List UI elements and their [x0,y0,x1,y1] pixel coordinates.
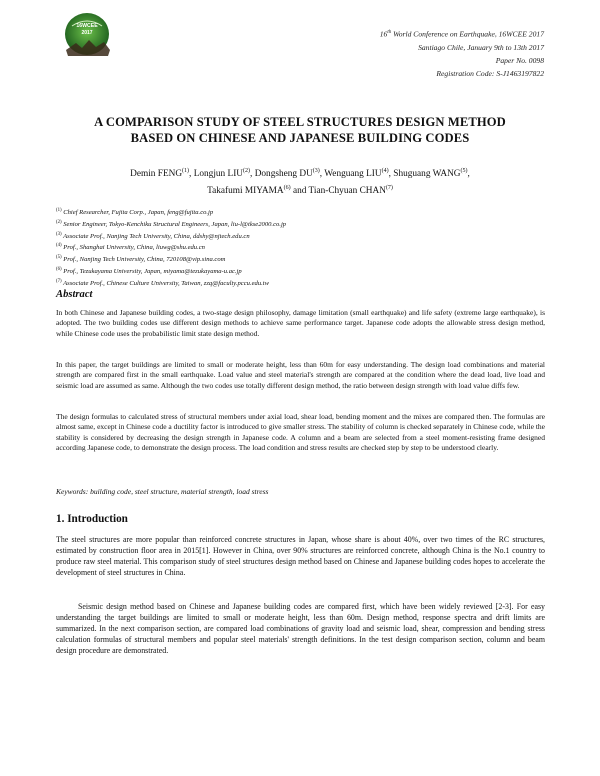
affiliation: $^{(7)}$ Associate Prof., Chinese Culture University, Taiwan, zzq@faculty.pccu.edu.tw [56,278,270,287]
affiliation: $^{(2)}$ Senior Engineer, Tokyo-Kenchiku Structural Engineers, Japan, liu-l@tkse2000.co.jp [56,219,287,228]
author-list [60,164,540,198]
section-heading-introduction: 1. Introduction [56,513,128,525]
author: Tian-Chyuan CHAN$^{(7)}$ [308,185,393,197]
conference-location: Santiago Chile, January 9th to 13th 2017 [418,42,544,52]
author: Takafumi MIYAMA$^{(6)}$ and [207,185,309,197]
title-line-1: A COMPARISON STUDY OF STEEL STRUCTURES DESIGN METHOD [94,115,506,129]
conference-name: 16th World Conference on Earthquake, 16WCEE 2017 [379,29,544,39]
affiliation: $^{(5)}$ Prof., Nanjing Tech University, China, 720108@vip.sina.com [56,255,226,264]
paper-title [40,114,560,146]
registration-code: Registration Code: S-J1463197822 [436,69,544,79]
author: Wenguang LIU$^{(4)}$, [324,168,394,180]
abstract-paragraph-2: In this paper, the target buildings are limited to small or moderate height, less than 60m for easy understanding. The design load combinations and material strength are compared first in the small earthquake. Load value and steel material's strength are compared at the condition where the dead load, live load and seismic load are assumed as same. Although the two codes use totally different design method, the ratio between design strength with load value diffs few. [56,360,545,390]
intro-paragraph-2: Seismic design method based on Chinese and Japanese building codes are compared first, which have been widely reviewed [2-3]. For easy understanding the target buildings are limited to small or moderate height, less than 60m. Design method, response spectra and drift limits are summarized. In the next comparison section, are compared load combinations of gravity load and seismic load, shear, compression and bending stress calculation formulas of structural members and popular steel materials' strength definitions. In the test design comparison section, column and beam design procedure are demonstrated. [56,602,545,656]
keywords: Keywords: building code, steel structure, material strength, load stress [56,487,269,496]
conference-logo [58,10,116,64]
author: Demin FENG$^{(1)}$, [130,168,194,180]
author: Shuguang WANG$^{(5)}$, [393,168,470,180]
conference-header [380,26,544,80]
affiliation-list [56,206,286,288]
affiliation: $^{(1)}$ Chief Researcher, Fujita Corp., Japan, feng@fujita.co.jp [56,208,214,217]
abstract-paragraph-3: The design formulas to calculated stress of structural members under axial load, shear load, bending moment and the mixes are compared then. The formulas are almost same, except in Chinese code a ductility factor is introduced to give smaller stress. The stability of column is checked separately in Chinese code, while the stability is considered by decreasing the design strength in Japanese code. A column and a beam are selected from a steel moment-resisting frame designed according Japanese code, to demonstrate the design process. The load condition and stress results are checked step by step to be understood clearly. [56,412,545,453]
paper-number: Paper No. 0098 [495,55,544,65]
title-line-2: BASED ON CHINESE AND JAPANESE BUILDING CODES [130,131,470,145]
affiliation: $^{(6)}$ Prof., Tezukayama University, Japan, miyama@tezukayama-u.ac.jp [56,266,242,276]
intro-paragraph-1: The steel structures are more popular than reinforced concrete structures in Japan, whose share is about 40%, over two times of the RC structures, estimated by construction floor area in 2015[1]. However in China, over 90% structures are reinforced concrete, although China is the No.1 country to produce raw steel material. This comparison study of steel structures design method based on Chinese and Japanese building codes hopes to accelerate the development of steel structures in China. [56,535,545,578]
abstract-paragraph-1: In both Chinese and Japanese building codes, a two-stage design philosophy, damage limitation (small earthquake) and life safety (extreme large earthquake), is adopted. The two building codes use different design methods to achieve same performance target. Japanese code adopts the allowable stress design method, while Chinese code uses the probabilistic limit state design method. [56,308,545,338]
author: Longjun LIU$^{(2)}$, [193,168,255,180]
abstract-heading: Abstract [56,289,93,300]
author: Dongsheng DU$^{(3)}$, [254,168,325,180]
svg-text:16WCEE: 16WCEE [76,23,98,29]
affiliation: $^{(4)}$ Prof., Shanghai University, China, liuwg@shu.edu.cn [56,243,205,252]
svg-text:2017: 2017 [81,30,93,36]
affiliation: $^{(3)}$ Associate Prof., Nanjing Tech University, China, ddshy@njtech.edu.cn [56,231,250,240]
